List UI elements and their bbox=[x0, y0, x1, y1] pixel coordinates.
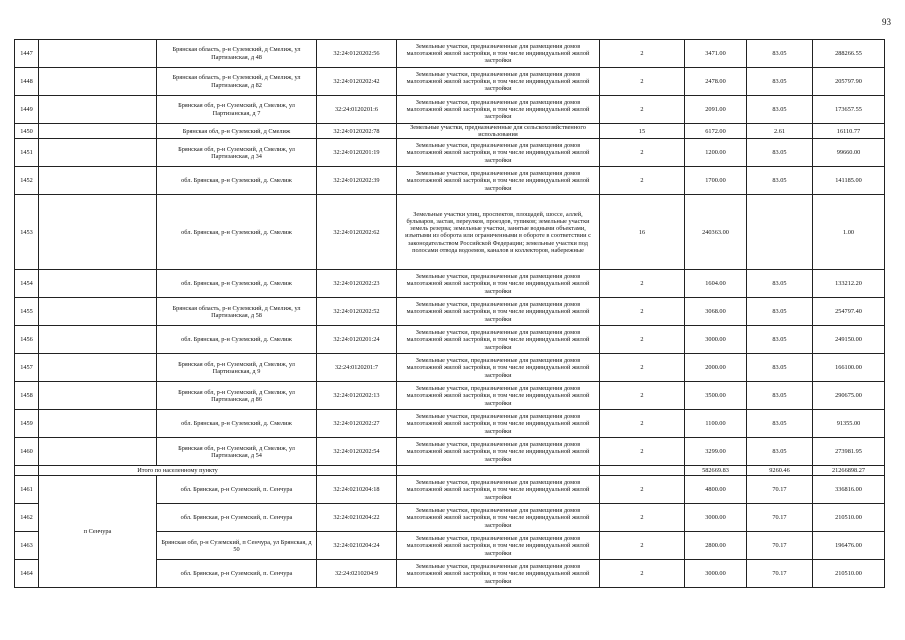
address-cell: Брянская обл, р-н Суземский, д Смелиж bbox=[157, 124, 317, 139]
specific-value: 70.17 bbox=[747, 532, 813, 560]
specific-value: 83.05 bbox=[747, 68, 813, 96]
address-cell: Брянская область, р-н Суземский, д Смелиж, ул Партизанская, д 82 bbox=[157, 68, 317, 96]
table-row bbox=[15, 96, 885, 124]
land-use-description: Земельные участки, предназначенные для размещения домов малоэтажной жилой застройки, в том числе индивидуальной жилой застройки bbox=[397, 504, 600, 532]
area-value: 3000.00 bbox=[685, 560, 747, 588]
land-use-description: Земельные участки, предназначенные для сельскохозяйственного использования bbox=[397, 124, 600, 139]
land-use-description: Земельные участки, предназначенные для размещения домов малоэтажной жилой застройки, в том числе индивидуальной жилой застройки bbox=[397, 382, 600, 410]
land-use-description: Земельные участки, предназначенные для размещения домов малоэтажной жилой застройки, в том числе индивидуальной жилой застройки bbox=[397, 139, 600, 167]
address-cell: обл. Брянская, р-н Суземский, д. Смелиж bbox=[157, 270, 317, 298]
cadastral-value: 141185.00 bbox=[813, 167, 885, 195]
area-value: 3000.00 bbox=[685, 504, 747, 532]
area-value: 2091.00 bbox=[685, 96, 747, 124]
specific-value: 83.05 bbox=[747, 326, 813, 354]
locality-blank-cell bbox=[39, 382, 157, 410]
table-row bbox=[15, 68, 885, 96]
group-code: 2 bbox=[600, 532, 685, 560]
group-code: 2 bbox=[600, 560, 685, 588]
row-number: 1460 bbox=[15, 438, 39, 466]
locality-name: п Сенчура bbox=[39, 476, 157, 588]
address-cell: обл. Брянская, р-н Суземский, п. Сенчура bbox=[157, 476, 317, 504]
group-code: 2 bbox=[600, 270, 685, 298]
land-use-description: Земельные участки, предназначенные для размещения домов малоэтажной жилой застройки, в том числе индивидуальной жилой застройки bbox=[397, 68, 600, 96]
cadastral-value: 210510.00 bbox=[813, 504, 885, 532]
table-row bbox=[15, 298, 885, 326]
land-use-description: Земельные участки, предназначенные для размещения домов малоэтажной жилой застройки, в том числе индивидуальной жилой застройки bbox=[397, 438, 600, 466]
cadastral-number: 32:24:0120201:24 bbox=[317, 326, 397, 354]
area-value: 1200.00 bbox=[685, 139, 747, 167]
row-number: 1456 bbox=[15, 326, 39, 354]
locality-blank-cell bbox=[39, 68, 157, 96]
total-code-cell bbox=[600, 466, 685, 476]
cadastral-number: 32:24:0120201:7 bbox=[317, 354, 397, 382]
group-code: 2 bbox=[600, 139, 685, 167]
row-number: 1458 bbox=[15, 382, 39, 410]
table-row bbox=[15, 139, 885, 167]
specific-value: 83.05 bbox=[747, 354, 813, 382]
total-rate: 9260.46 bbox=[747, 466, 813, 476]
cadastral-number: 32:24:0120201:6 bbox=[317, 96, 397, 124]
address-cell: обл. Брянская, р-н Суземский, д. Смелиж bbox=[157, 410, 317, 438]
cadastral-value: 288266.55 bbox=[813, 40, 885, 68]
address-cell: обл. Брянская, р-н Суземский, п. Сенчура bbox=[157, 560, 317, 588]
group-code: 2 bbox=[600, 40, 685, 68]
land-use-description: Земельные участки улиц, проспектов, площадей, шоссе, аллей, бульваров, застав, переулков, проездов, тупиков; земельные участки земель резерва; земельные участки, занятые водными объектами, изъятыми из оборота или ограниченными в обороте в соответствии с законодательством Российской Федерации; земельные участки под полосами отвода водоемов, каналов и коллекторов, набережные bbox=[397, 195, 600, 270]
address-cell: Брянская обл, р-н Суземский, д Смелиж, ул Партизанская, д 7 bbox=[157, 96, 317, 124]
total-row bbox=[15, 466, 885, 476]
cadastral-value: 196476.00 bbox=[813, 532, 885, 560]
land-use-description: Земельные участки, предназначенные для размещения домов малоэтажной жилой застройки, в том числе индивидуальной жилой застройки bbox=[397, 532, 600, 560]
cadastral-value: 249150.00 bbox=[813, 326, 885, 354]
locality-blank-cell bbox=[39, 40, 157, 68]
row-number: 1457 bbox=[15, 354, 39, 382]
row-number: 1447 bbox=[15, 40, 39, 68]
address-cell: Брянская обл, р-н Суземский, д Смелиж, ул Партизанская, д 34 bbox=[157, 139, 317, 167]
specific-value: 83.05 bbox=[747, 298, 813, 326]
address-cell: Брянская обл, р-н Суземский, п Сенчура, ул Брянская, д 50 bbox=[157, 532, 317, 560]
land-use-description: Земельные участки, предназначенные для размещения домов малоэтажной жилой застройки, в том числе индивидуальной жилой застройки bbox=[397, 167, 600, 195]
cadastral-value: 1.00 bbox=[813, 195, 885, 270]
cadastral-value: 91355.00 bbox=[813, 410, 885, 438]
table-body-senchura bbox=[15, 476, 885, 588]
cadastral-value: 273981.95 bbox=[813, 438, 885, 466]
locality-blank-cell bbox=[39, 354, 157, 382]
area-value: 1100.00 bbox=[685, 410, 747, 438]
cadastral-value: 173657.55 bbox=[813, 96, 885, 124]
row-number: 1455 bbox=[15, 298, 39, 326]
table-row bbox=[15, 124, 885, 139]
table-row bbox=[15, 195, 885, 270]
row-number: 1453 bbox=[15, 195, 39, 270]
specific-value: 83.05 bbox=[747, 382, 813, 410]
group-code: 2 bbox=[600, 68, 685, 96]
locality-blank-cell bbox=[39, 298, 157, 326]
table-row bbox=[15, 438, 885, 466]
group-code: 2 bbox=[600, 504, 685, 532]
address-cell: обл. Брянская, р-н Суземский, п. Сенчура bbox=[157, 504, 317, 532]
land-use-description: Земельные участки, предназначенные для размещения домов малоэтажной жилой застройки, в том числе индивидуальной жилой застройки bbox=[397, 40, 600, 68]
area-value: 6172.00 bbox=[685, 124, 747, 139]
land-use-description: Земельные участки, предназначенные для размещения домов малоэтажной жилой застройки, в том числе индивидуальной жилой застройки bbox=[397, 560, 600, 588]
cadastral-value: 99660.00 bbox=[813, 139, 885, 167]
row-number: 1464 bbox=[15, 560, 39, 588]
cadastral-number: 32:24:0120202:56 bbox=[317, 40, 397, 68]
table-row bbox=[15, 40, 885, 68]
table-body-total bbox=[15, 466, 885, 476]
area-value: 240363.00 bbox=[685, 195, 747, 270]
land-use-description: Земельные участки, предназначенные для размещения домов малоэтажной жилой застройки, в том числе индивидуальной жилой застройки bbox=[397, 354, 600, 382]
row-number: 1451 bbox=[15, 139, 39, 167]
specific-value: 83.05 bbox=[747, 410, 813, 438]
cadastral-value: 254797.40 bbox=[813, 298, 885, 326]
locality-blank-cell bbox=[39, 124, 157, 139]
locality-blank-cell bbox=[39, 195, 157, 270]
table-row bbox=[15, 326, 885, 354]
row-number: 1449 bbox=[15, 96, 39, 124]
cadastral-number: 32:24:0120202:62 bbox=[317, 195, 397, 270]
locality-blank-cell bbox=[39, 96, 157, 124]
cadastral-number: 32:24:0210204:22 bbox=[317, 504, 397, 532]
group-code: 2 bbox=[600, 382, 685, 410]
group-code: 2 bbox=[600, 410, 685, 438]
row-number: 1459 bbox=[15, 410, 39, 438]
address-cell: Брянская область, р-н Суземский, д Смелиж, ул Партизанская, д 48 bbox=[157, 40, 317, 68]
specific-value: 83.05 bbox=[747, 167, 813, 195]
table-row bbox=[15, 354, 885, 382]
specific-value: 83.05 bbox=[747, 139, 813, 167]
total-label: Итого по населенному пункту bbox=[39, 466, 317, 476]
cadastral-value: 210510.00 bbox=[813, 560, 885, 588]
row-number: 1450 bbox=[15, 124, 39, 139]
cadastral-number: 32:24:0120202:27 bbox=[317, 410, 397, 438]
cadastral-value: 133212.20 bbox=[813, 270, 885, 298]
specific-value: 83.05 bbox=[747, 40, 813, 68]
address-cell: Брянская обл, р-н Суземский, д Смелиж, ул Партизанская, д 9 bbox=[157, 354, 317, 382]
total-area: 582669.83 bbox=[685, 466, 747, 476]
total-value: 21266898.27 bbox=[813, 466, 885, 476]
area-value: 3471.00 bbox=[685, 40, 747, 68]
cadastral-number: 32:24:0210204:9 bbox=[317, 560, 397, 588]
cadastral-number: 32:24:0120202:52 bbox=[317, 298, 397, 326]
group-code: 2 bbox=[600, 326, 685, 354]
cadastral-number: 32:24:0120202:23 bbox=[317, 270, 397, 298]
page-number: 93 bbox=[882, 17, 891, 27]
group-code: 2 bbox=[600, 476, 685, 504]
group-code: 2 bbox=[600, 167, 685, 195]
land-use-description: Земельные участки, предназначенные для размещения домов малоэтажной жилой застройки, в том числе индивидуальной жилой застройки bbox=[397, 270, 600, 298]
specific-value: 2.61 bbox=[747, 124, 813, 139]
area-value: 2800.00 bbox=[685, 532, 747, 560]
table-row bbox=[15, 167, 885, 195]
cadastral-number: 32:24:0120201:19 bbox=[317, 139, 397, 167]
area-value: 3299.00 bbox=[685, 438, 747, 466]
area-value: 2000.00 bbox=[685, 354, 747, 382]
land-use-description: Земельные участки, предназначенные для размещения домов малоэтажной жилой застройки, в том числе индивидуальной жилой застройки bbox=[397, 298, 600, 326]
row-number: 1454 bbox=[15, 270, 39, 298]
specific-value bbox=[747, 195, 813, 270]
table-body-smelizh bbox=[15, 40, 885, 466]
total-cadastral-cell bbox=[317, 466, 397, 476]
area-value: 1604.00 bbox=[685, 270, 747, 298]
address-cell: Брянская обл, р-н Суземский, д Смелиж, ул Партизанская, д 86 bbox=[157, 382, 317, 410]
cadastral-value: 290675.00 bbox=[813, 382, 885, 410]
group-code: 15 bbox=[600, 124, 685, 139]
cadastral-value: 166100.00 bbox=[813, 354, 885, 382]
total-desc-cell bbox=[397, 466, 600, 476]
locality-blank-cell bbox=[39, 438, 157, 466]
locality-blank-cell bbox=[39, 167, 157, 195]
land-use-description: Земельные участки, предназначенные для размещения домов малоэтажной жилой застройки, в том числе индивидуальной жилой застройки bbox=[397, 410, 600, 438]
locality-blank-cell bbox=[39, 270, 157, 298]
area-value: 4800.00 bbox=[685, 476, 747, 504]
row-number: 1461 bbox=[15, 476, 39, 504]
table-row bbox=[15, 410, 885, 438]
total-num-cell bbox=[15, 466, 39, 476]
specific-value: 70.17 bbox=[747, 504, 813, 532]
land-use-description: Земельные участки, предназначенные для размещения домов малоэтажной жилой застройки, в том числе индивидуальной жилой застройки bbox=[397, 96, 600, 124]
cadastral-number: 32:24:0120202:39 bbox=[317, 167, 397, 195]
area-value: 3500.00 bbox=[685, 382, 747, 410]
group-code: 2 bbox=[600, 96, 685, 124]
cadastral-value: 205797.90 bbox=[813, 68, 885, 96]
address-cell: Брянская область, р-н Суземский, д Смелиж, ул Партизанская, д 58 bbox=[157, 298, 317, 326]
specific-value: 83.05 bbox=[747, 270, 813, 298]
cadastral-number: 32:24:0120202:42 bbox=[317, 68, 397, 96]
table-row bbox=[15, 382, 885, 410]
row-number: 1462 bbox=[15, 504, 39, 532]
land-use-description: Земельные участки, предназначенные для размещения домов малоэтажной жилой застройки, в том числе индивидуальной жилой застройки bbox=[397, 476, 600, 504]
cadastral-value: 16110.77 bbox=[813, 124, 885, 139]
group-code: 2 bbox=[600, 298, 685, 326]
address-cell: обл. Брянская, р-н Суземский, д. Смелиж bbox=[157, 167, 317, 195]
cadastral-number: 32:24:0210204:24 bbox=[317, 532, 397, 560]
table-row bbox=[15, 270, 885, 298]
specific-value: 83.05 bbox=[747, 96, 813, 124]
area-value: 2478.00 bbox=[685, 68, 747, 96]
group-code: 16 bbox=[600, 195, 685, 270]
group-code: 2 bbox=[600, 354, 685, 382]
area-value: 3000.00 bbox=[685, 326, 747, 354]
cadastral-number: 32:24:0210204:18 bbox=[317, 476, 397, 504]
row-number: 1452 bbox=[15, 167, 39, 195]
address-cell: Брянская обл, р-н Суземский, д Смелиж, ул Партизанская, д 54 bbox=[157, 438, 317, 466]
row-number: 1463 bbox=[15, 532, 39, 560]
row-number: 1448 bbox=[15, 68, 39, 96]
locality-blank-cell bbox=[39, 326, 157, 354]
cadastral-value: 336816.00 bbox=[813, 476, 885, 504]
locality-blank-cell bbox=[39, 410, 157, 438]
address-cell: обл. Брянская, р-н Суземский, д. Смелиж bbox=[157, 195, 317, 270]
cadastral-number: 32:24:0120202:78 bbox=[317, 124, 397, 139]
specific-value: 83.05 bbox=[747, 438, 813, 466]
area-value: 3068.00 bbox=[685, 298, 747, 326]
area-value: 1700.00 bbox=[685, 167, 747, 195]
specific-value: 70.17 bbox=[747, 476, 813, 504]
cadastral-number: 32:24:0120202:13 bbox=[317, 382, 397, 410]
locality-blank-cell bbox=[39, 139, 157, 167]
cadastral-value-table bbox=[14, 39, 885, 588]
specific-value: 70.17 bbox=[747, 560, 813, 588]
land-use-description: Земельные участки, предназначенные для размещения домов малоэтажной жилой застройки, в том числе индивидуальной жилой застройки bbox=[397, 326, 600, 354]
table-row bbox=[15, 476, 885, 504]
address-cell: обл. Брянская, р-н Суземский, д. Смелиж bbox=[157, 326, 317, 354]
cadastral-number: 32:24:0120202:54 bbox=[317, 438, 397, 466]
group-code: 2 bbox=[600, 438, 685, 466]
